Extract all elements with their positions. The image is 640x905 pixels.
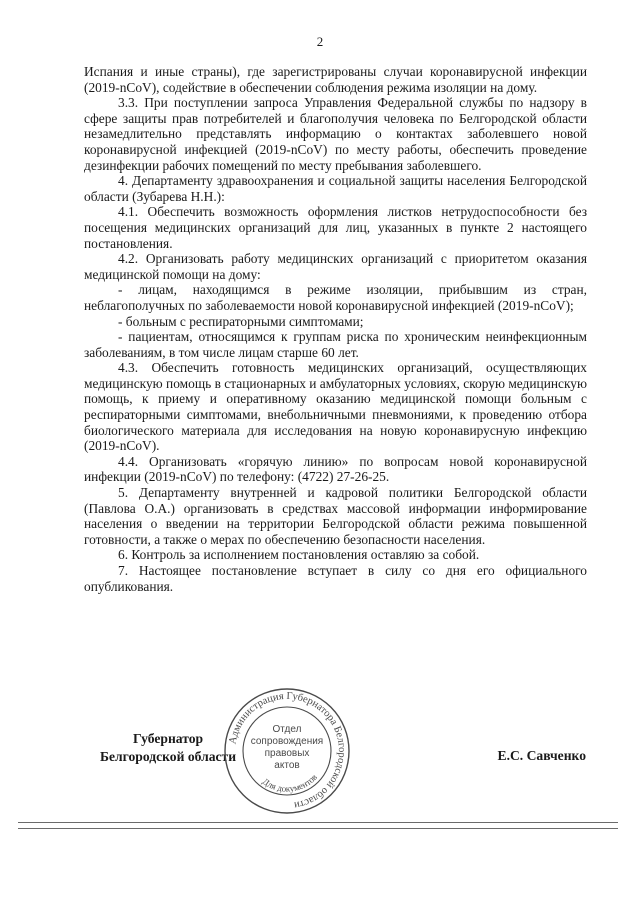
signature-title-line1: Губернатор <box>132 731 204 746</box>
bottom-rule-1 <box>18 822 618 823</box>
signature-title-line2: Белгородской области <box>100 749 237 764</box>
paragraph: 6. Контроль за исполнением постановления оставляю за собой. <box>118 547 480 563</box>
paragraph: Испания и иные страны), где зарегистрированы случаи коронавирусной инфекции (2019-nCoV), содействие в обеспечении соблюдения режима изоляции на дому. <box>84 64 587 95</box>
paragraph: 4.4. Организовать «горячую линию» по вопросам новой коронавирусной инфекции (2019-nCoV) по телефону: (4722) 27-26-25. <box>84 453 587 485</box>
paragraph: 4.2. Организовать работу медицинских организаций с приоритетом оказания медицинской помощи на дому: <box>84 251 587 282</box>
official-stamp <box>222 686 352 816</box>
signature-name: Е.С. Савченко <box>497 748 586 763</box>
stamp-center-line1: Отдел <box>272 724 302 735</box>
stamp-bottom-text: Для документов <box>260 771 320 794</box>
body-text <box>84 64 587 594</box>
list-item: - пациентам, относящимся к группам риска по хроническим неинфекционным заболеваниям, в том числе лицам старше 60 лет. <box>84 329 587 360</box>
stamp-center-line3: правовых <box>264 748 310 759</box>
paragraph: 5. Департаменту внутренней и кадровой политики Белгородской области (Павлова О.А.) организовать в средствах массовой информации информирование населения о введении на территории Белгородской области режима повышенной готовности, а также о мерах по обеспечению безопасности населения. <box>84 485 587 547</box>
stamp-graphic <box>222 686 352 816</box>
stamp-center-line2: сопровождения <box>250 736 324 747</box>
list-item: - лицам, находящимся в режиме изоляции, прибывшим из стран, неблагополучных по заболеваемости новой коронавирусной инфекцией (2019-nCoV); <box>84 282 587 313</box>
page-number: 2 <box>316 34 324 49</box>
paragraph: 4. Департаменту здравоохранения и социальной защиты населения Белгородской области (Зубарева Н.Н.): <box>84 173 587 204</box>
signature-title <box>100 730 236 766</box>
list-item: - больным с респираторными симптомами; <box>118 313 364 329</box>
stamp-ring-text: Администрация Губернатора Белгородской области <box>227 690 348 811</box>
stamp-center-line4: актов <box>274 760 300 771</box>
paragraph: 3.3. При поступлении запроса Управления Федеральной службы по надзору в сфере защиты прав потребителей и благополучия человека по Белгородской области незамедлительно представлять информацию о контактах заболевшего новой коронавирусной инфекцией (2019-nCoV) по месту работы, обеспечить проведение дезинфекции рабочих помещений по месту пребывания заболевшего. <box>84 95 587 173</box>
paragraph: 4.3. Обеспечить готовность медицинских организаций, осуществляющих медицинскую помощь в стационарных и амбулаторных условиях, скорую медицинскую помощь, к приему и оперативному оказанию медицинской помощи больным с респираторными симптомами, внебольничными пневмониями, к проведению отбора биологического материала для исследования на новую коронавирусную инфекцию (2019-nCoV). <box>84 360 587 454</box>
bottom-rule-2 <box>18 828 618 829</box>
paragraph: 7. Настоящее постановление вступает в силу со дня его официального опубликования. <box>84 563 587 594</box>
paragraph: 4.1. Обеспечить возможность оформления листков нетрудоспособности без посещения медицинских организаций для лиц, указанных в пункте 2 настоящего постановления. <box>84 204 587 251</box>
